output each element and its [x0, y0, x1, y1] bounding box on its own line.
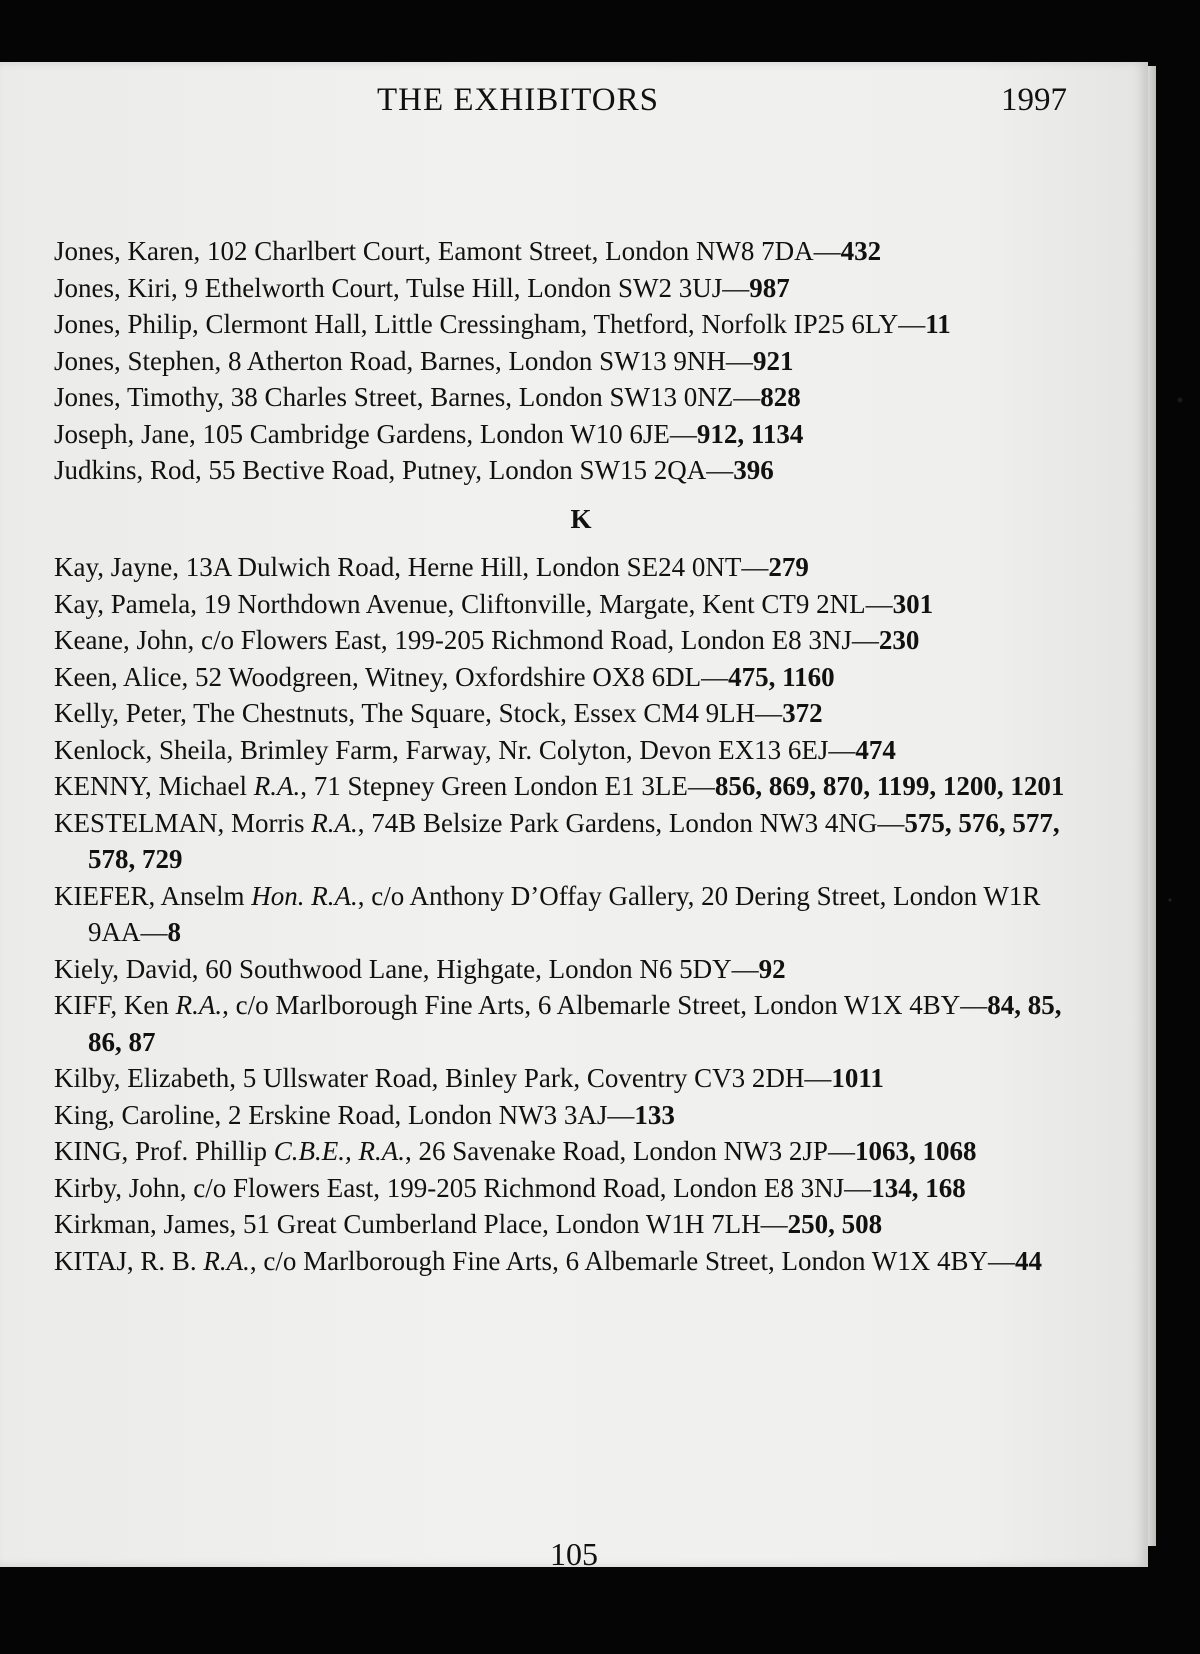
entry-numbers: 230	[878, 625, 920, 655]
list-item	[54, 343, 1074, 380]
entry-numbers: 44	[1015, 1245, 1042, 1276]
entry-text: Jones, Kiri, 9 Ethelworth Court, Tulse Hill, London SW2 3UJ—	[54, 272, 750, 303]
entry-honorific: R.A.	[203, 1245, 250, 1276]
entry-numbers: 987	[749, 272, 790, 303]
entry-text: , c/o Marlborough Fine Arts, 6 Albemarle Street, London W1X 4BY—	[222, 990, 988, 1020]
entry-honorific: R.A.	[311, 807, 358, 838]
entry-text: , 74B Belsize Park Gardens, London NW3 4NG—	[357, 807, 905, 838]
entry-name: KITAJ, R. B.	[54, 1245, 204, 1276]
list-item	[54, 416, 1074, 453]
list-item	[54, 586, 1074, 623]
entry-text: Jones, Stephen, 8 Atherton Road, Barnes, London SW13 9NH—	[54, 345, 753, 376]
entry-text: Jones, Timothy, 38 Charles Street, Barnes, London SW13 0NZ—	[54, 382, 761, 412]
entry-numbers: 1063, 1068	[854, 1136, 977, 1166]
entry-text: Judkins, Rod, 55 Bective Road, Putney, London SW15 2QA—	[54, 455, 734, 485]
entry-numbers: 474	[855, 734, 896, 765]
entry-text: King, Caroline, 2 Erskine Road, London NW3 3AJ—	[54, 1099, 635, 1130]
entry-text: Kiely, David, 60 Southwood Lane, Highgate, London N6 5DY—	[54, 953, 759, 984]
entry-text: , 26 Savenake Road, London NW3 2JP—	[405, 1136, 855, 1166]
list-item	[54, 1060, 1074, 1097]
entry-numbers: 133	[634, 1099, 675, 1130]
list-item	[54, 549, 1074, 586]
entry-honorific: Hon. R.A.	[251, 880, 358, 911]
entry-honorific: C.B.E., R.A.	[273, 1136, 405, 1166]
list-item	[54, 1206, 1074, 1243]
entry-text: Kirby, John, c/o Flowers East, 199-205 Richmond Road, London E8 3NJ—	[54, 1172, 872, 1203]
entry-text: Kenlock, Sheila, Brimley Farm, Farway, Nr. Colyton, Devon EX13 6EJ—	[54, 734, 856, 765]
list-item	[54, 379, 1074, 416]
entry-numbers: 279	[768, 552, 809, 582]
entry-numbers: 84, 85, 86, 87	[88, 990, 1062, 1057]
list-item	[54, 951, 1074, 988]
entry-name: KIFF, Ken	[54, 990, 176, 1020]
entry-numbers: 475, 1160	[728, 661, 835, 692]
entry-text: Kirkman, James, 51 Great Cumberland Place, London W1H 7LH—	[54, 1209, 788, 1239]
entry-name: KIEFER, Anselm	[54, 880, 252, 911]
entry-text: Jones, Karen, 102 Charlbert Court, Eamont Street, London NW8 7DA—	[54, 236, 841, 266]
entry-numbers: 828	[760, 382, 801, 412]
entry-numbers: 372	[782, 698, 823, 728]
entry-text: Jones, Philip, Clermont Hall, Little Cressingham, Thetford, Norfolk IP25 6LY—	[54, 309, 926, 339]
entry-numbers: 92	[758, 953, 786, 984]
entry-numbers: 856, 869, 870, 1199, 1200, 1201	[714, 771, 1065, 801]
entry-numbers: 134, 168	[871, 1172, 966, 1203]
list-item	[54, 695, 1074, 732]
list-item	[54, 1097, 1074, 1134]
list-item	[54, 306, 1074, 343]
entry-name: KENNY, Michael	[54, 771, 254, 801]
entry-text: Keane, John, c/o Flowers East, 199-205 Richmond Road, London E8 3NJ—	[54, 625, 879, 655]
entry-text: , 71 Stepney Green London E1 3LE—	[300, 771, 715, 801]
list-item	[54, 270, 1074, 307]
list-item	[54, 1243, 1074, 1280]
entry-honorific: R.A.	[253, 771, 301, 801]
entry-numbers: 301	[892, 588, 934, 619]
entry-numbers: 11	[925, 309, 951, 339]
entry-text: Joseph, Jane, 105 Cambridge Gardens, London W10 6JE—	[54, 418, 697, 449]
entry-numbers: 575, 576, 577, 578, 729	[88, 807, 1060, 874]
entry-text: Kelly, Peter, The Chestnuts, The Square, Stock, Essex CM4 9LH—	[54, 698, 783, 728]
list-item	[54, 878, 1074, 951]
list-item	[54, 732, 1074, 769]
list-item	[54, 768, 1074, 805]
section-letter-heading: K	[570, 503, 592, 534]
page-edge	[1148, 66, 1156, 1546]
entry-text: Keen, Alice, 52 Woodgreen, Witney, Oxfordshire OX8 6DL—	[54, 661, 729, 692]
entry-numbers: 8	[167, 917, 181, 947]
running-title: THE EXHIBITORS	[377, 82, 659, 118]
list-item	[54, 987, 1074, 1060]
entry-text: Kay, Pamela, 19 Northdown Avenue, Cliftonville, Margate, Kent CT9 2NL—	[54, 588, 893, 619]
entry-text: Kilby, Elizabeth, 5 Ullswater Road, Binley Park, Coventry CV3 2DH—	[54, 1063, 832, 1093]
list-item	[54, 805, 1074, 878]
entry-numbers: 921	[752, 345, 794, 376]
list-item	[54, 1133, 1074, 1170]
entry-text: Kay, Jayne, 13A Dulwich Road, Herne Hill, London SE24 0NT—	[54, 552, 769, 582]
entry-text: , c/o Marlborough Fine Arts, 6 Albemarle Street, London W1X 4BY—	[249, 1245, 1015, 1276]
entry-numbers: 250, 508	[787, 1209, 883, 1239]
entry-name: KING, Prof. Phillip	[54, 1136, 274, 1166]
entry-numbers: 1011	[831, 1063, 884, 1093]
entry-numbers: 432	[840, 236, 882, 266]
page-number: 105	[550, 1536, 598, 1572]
entry-numbers: 912, 1134	[696, 418, 804, 449]
entry-honorific: R.A.	[175, 990, 223, 1020]
list-item	[54, 1170, 1074, 1207]
entry-numbers: 396	[733, 455, 774, 485]
list-item	[54, 622, 1074, 659]
entry-text: , c/o Anthony D’Offay Gallery, 20 Dering Street, London W1R 9AA—	[88, 880, 1041, 947]
list-item	[54, 659, 1074, 696]
list-item	[54, 452, 1074, 489]
exhibitor-list	[54, 233, 1074, 1279]
running-year: 1997	[1001, 82, 1067, 118]
list-item	[54, 233, 1074, 270]
entry-name: KESTELMAN, Morris	[54, 807, 312, 838]
